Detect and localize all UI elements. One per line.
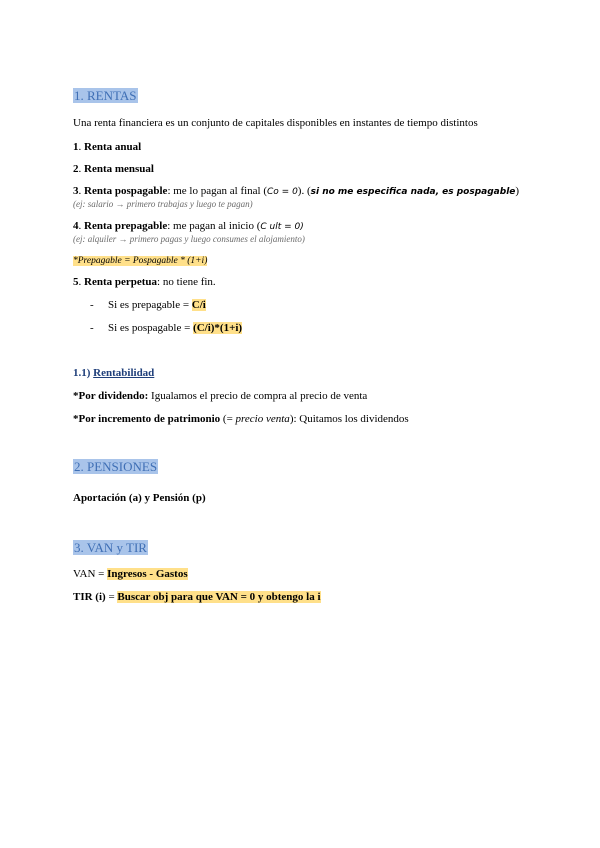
heading-van-tir: 3. VAN y TIR: [74, 540, 147, 555]
rentabilidad-dividendo: *Por dividendo: Igualamos el precio de compra al precio de venta: [73, 390, 368, 402]
item-renta-pospagable: 3. Renta pospagable: me lo pagan al final (Co = 0). (si no me especifica nada, es pospagable): [73, 185, 520, 197]
example-alquiler: (ej: alquiler → primero pagas y luego consumes el alojamiento): [73, 234, 305, 244]
item-renta-perpetua: 5. Renta perpetua: no tiene fin.: [73, 276, 216, 288]
bullet-pospagable: - Si es pospagable = (C/i)*(1+i): [90, 322, 243, 334]
item-renta-mensual: 2. Renta mensual: [73, 163, 154, 175]
van-line: VAN = Ingresos - Gastos: [73, 568, 188, 580]
example-salario: (ej: salario → primero trabajas y luego te pagan): [73, 199, 253, 209]
rentabilidad-patrimonio: *Por incremento de patrimonio (= precio venta): Quitamos los dividendos: [73, 413, 409, 425]
item-renta-prepagable: 4. Renta prepagable: me pagan al inicio (C ult = 0): [73, 220, 304, 232]
item-renta-anual: 1. Renta anual: [73, 141, 142, 153]
note-prepagable: *Prepagable = Pospagable * (1+i): [73, 256, 208, 266]
heading-rentas: 1. RENTAS: [74, 88, 137, 103]
heading-rentabilidad: 1.1) Rentabilidad: [73, 367, 155, 379]
pensiones-line: Aportación (a) y Pensión (p): [73, 492, 206, 504]
intro-paragraph: Una renta financiera es un conjunto de capitales disponibles en instantes de tiempo distintos: [73, 117, 478, 129]
heading-pensiones: 2. PENSIONES: [74, 459, 158, 474]
tir-line: TIR (i) = Buscar obj para que VAN = 0 y obtengo la i: [73, 591, 321, 603]
bullet-prepagable: - Si es prepagable = C/i: [90, 299, 206, 311]
